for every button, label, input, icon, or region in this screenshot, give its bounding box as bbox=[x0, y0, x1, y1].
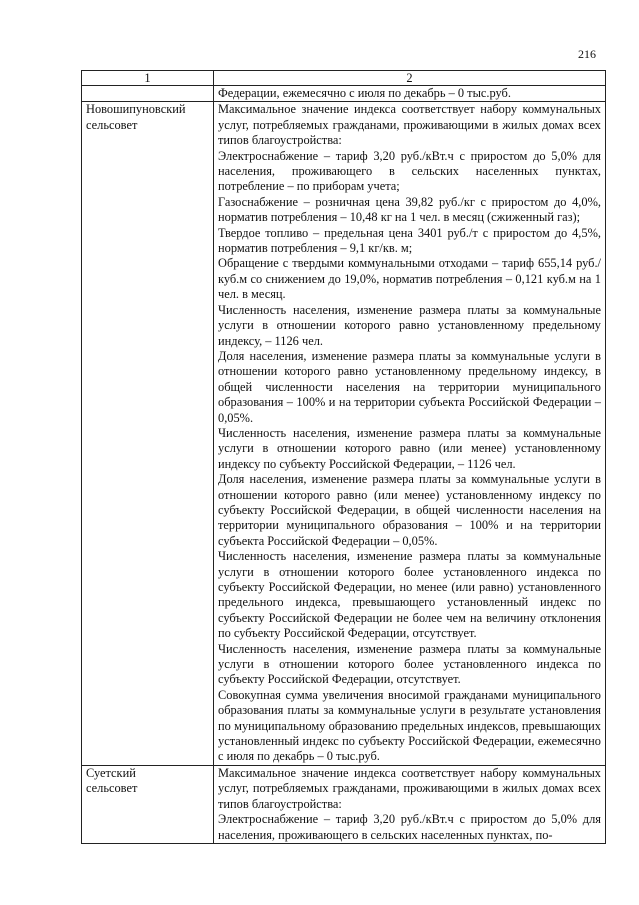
table-row bbox=[82, 102, 606, 765]
description-cell bbox=[214, 765, 606, 843]
settlement-name-line: Новошипуновский bbox=[86, 102, 186, 117]
paragraph: Численность населения, изменение размера платы за коммунальные услуги в отношении которого равно (или менее) установленному индексу по субъекту Российской Федерации, – 1126 чел. bbox=[218, 425, 601, 471]
column-header-2: 2 bbox=[214, 71, 606, 86]
continuation-cell bbox=[214, 86, 606, 102]
paragraph: Твердое топливо – предельная цена 3401 руб./т с приростом до 4,5%, норматив потребления – 9,1 кг/кв. м; bbox=[218, 225, 601, 256]
settlement-name-line: сельсовет bbox=[86, 117, 138, 132]
paragraph: Газоснабжение – розничная цена 39,82 руб./кг с приростом до 4,0%, норматив потребления – 10,48 кг на 1 чел. в месяц (сжиженный газ); bbox=[218, 194, 601, 225]
settlement-name-cell bbox=[82, 102, 214, 765]
description-cell bbox=[214, 102, 606, 765]
paragraph: Электроснабжение – тариф 3,20 руб./кВт.ч с приростом до 5,0% для населения, проживающего в сельских населенных пунктах, по- bbox=[218, 812, 601, 842]
settlement-name-line: сельсовет bbox=[86, 781, 138, 796]
tariff-table bbox=[81, 70, 606, 844]
paragraph: Обращение с твердыми коммунальными отходами – тариф 655,14 руб./куб.м со снижением до 19,0%, норматив потребления – 0,121 куб.м на 1 чел. в месяц. bbox=[218, 256, 601, 302]
table-row-continuation bbox=[82, 86, 606, 102]
paragraph: Численность населения, изменение размера платы за коммунальные услуги в отношении которого более установленного индекса по субъекту Российской Федерации, но менее (или равно) установленного предельного индекса, превышающего установленный индекс по субъекту Российской Федерации не более чем на величину отклонения по субъекту Российской Федерации, отсутствует. bbox=[218, 549, 601, 641]
empty-cell bbox=[82, 86, 214, 102]
paragraph: Максимальное значение индекса соответствует набору коммунальных услуг, потребляемых гражданами, проживающими в жилых домах всех типов благоустройства: bbox=[218, 765, 601, 811]
paragraph: Электроснабжение – тариф 3,20 руб./кВт.ч с приростом до 5,0% для населения, проживающего в сельских населенных пунктах, потребление – по приборам учета; bbox=[218, 148, 601, 194]
continuation-text: Федерации, ежемесячно с июля по декабрь – 0 тыс.руб. bbox=[218, 86, 511, 100]
column-header-1: 1 bbox=[82, 71, 214, 86]
paragraph: Максимальное значение индекса соответствует набору коммунальных услуг, потребляемых гражданами, проживающими в жилых домах всех типов благоустройства: bbox=[218, 102, 601, 148]
paragraph: Доля населения, изменение размера платы за коммунальные услуги в отношении которого равно установленному предельному индексу, в общей численности населения на территории муниципального образования – 100% и на территории субъекта Российской Федерации – 0,05%. bbox=[218, 348, 601, 425]
page-number: 216 bbox=[578, 47, 596, 61]
paragraph: Численность населения, изменение размера платы за коммунальные услуги в отношении которого более установленного индекса по субъекту Российской Федерации, отсутствует. bbox=[218, 641, 601, 687]
settlement-name-line: Суетский bbox=[86, 765, 136, 780]
paragraph: Доля населения, изменение размера платы за коммунальные услуги в отношении которого равно (или менее) установленному индексу по субъекту Российской Федерации, в общей численности населения на территории муниципального образования – 100% и на территории субъекта Российской Федерации – 0,05%. bbox=[218, 472, 601, 548]
settlement-name-cell bbox=[82, 765, 214, 843]
table-header-row bbox=[82, 71, 606, 86]
table-row bbox=[82, 765, 606, 843]
paragraph: Численность населения, изменение размера платы за коммунальные услуги в отношении которого равно установленному предельному индексу, – 1126 чел. bbox=[218, 302, 601, 348]
paragraph: Совокупная сумма увеличения вносимой гражданами муниципального образования платы за коммунальные услуги в результате установления по муниципальному образованию предельных индексов, превышающих установленный индекс по субъекту Российской Федерации, ежемесячно с июля по декабрь – 0 тыс.руб. bbox=[218, 687, 601, 764]
